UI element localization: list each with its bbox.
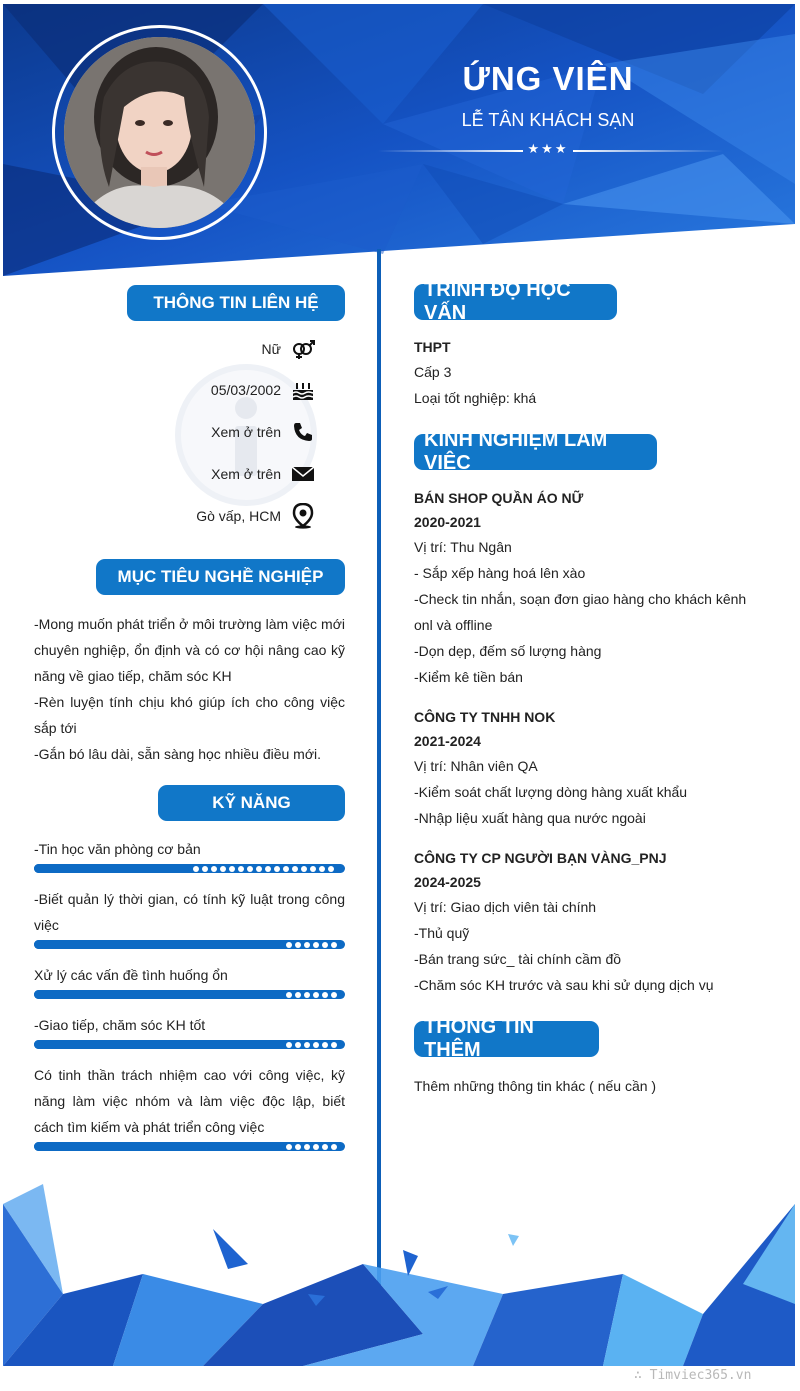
job-details bbox=[414, 534, 749, 690]
contact-gender bbox=[262, 336, 315, 362]
skill-remaining-dots bbox=[283, 1042, 337, 1048]
objective-line: -Rèn luyện tính chịu khó giúp ích cho công việc sắp tới bbox=[34, 694, 345, 736]
envelope-icon bbox=[291, 462, 315, 486]
job-line: Vị trí: Nhân viên QA bbox=[414, 758, 538, 774]
footer-background bbox=[3, 1184, 795, 1366]
skill-remaining-dots bbox=[190, 866, 334, 872]
contact-birthday bbox=[211, 377, 315, 403]
extra-section-title: THÔNG TIN THÊM bbox=[414, 1021, 599, 1057]
skill-label: -Biết quản lý thời gian, có tính kỹ luật trong công việc bbox=[34, 891, 345, 933]
job-line: -Check tin nhắn, soạn đơn giao hàng cho khách kênh onl và offline bbox=[414, 591, 747, 633]
phone-icon bbox=[291, 420, 315, 444]
job-details bbox=[414, 894, 764, 998]
skill-level-fill bbox=[34, 1142, 283, 1151]
skill-level-fill bbox=[34, 864, 190, 873]
job-period: 2020-2021 bbox=[414, 514, 481, 530]
job-line: - Sắp xếp hàng hoá lên xào bbox=[414, 565, 586, 581]
birthday-text: 05/03/2002 bbox=[210, 382, 281, 398]
extra-text: Thêm những thông tin khác ( nếu cần ) bbox=[414, 1078, 657, 1094]
job-line: Vị trí: Thu Ngân bbox=[414, 539, 512, 555]
header-stars: ★★★ bbox=[527, 141, 569, 156]
job-line: -Kiểm soát chất lượng dòng hàng xuất khẩu bbox=[414, 784, 688, 800]
job-line: -Chăm sóc KH trước và sau khi sử dụng dịch vụ bbox=[414, 977, 714, 993]
skill-bar bbox=[34, 864, 345, 873]
skill-level-fill bbox=[34, 1040, 283, 1049]
experience-section-title: KINH NGHIỆM LÀM VIỆC bbox=[414, 434, 657, 470]
job-company: CÔNG TY TNHH NOK bbox=[414, 709, 556, 725]
cv-page bbox=[3, 4, 795, 1366]
skill-bar bbox=[34, 1142, 345, 1151]
email-text: Xem ở trên bbox=[211, 466, 281, 482]
location-pin-icon bbox=[291, 504, 315, 528]
skill-remaining-dots bbox=[283, 992, 337, 998]
objective-text bbox=[34, 611, 345, 767]
skill-bar bbox=[34, 990, 345, 999]
skill-bar bbox=[34, 940, 345, 949]
job-line: -Kiểm kê tiền bán bbox=[414, 669, 523, 685]
birthday-cake-icon bbox=[291, 378, 315, 402]
header-divider-left bbox=[378, 150, 523, 152]
job-line: -Bán trang sức_ tài chính cầm đồ bbox=[414, 951, 622, 967]
job-details bbox=[414, 753, 764, 831]
job-company: BÁN SHOP QUẦN ÁO NỮ bbox=[414, 490, 584, 506]
contact-section-title: THÔNG TIN LIÊN HỆ bbox=[127, 285, 345, 321]
skill-level-fill bbox=[34, 940, 283, 949]
skill-label: -Giao tiếp, chăm sóc KH tốt bbox=[34, 1017, 206, 1033]
education-grade: Loại tốt nghiệp: khá bbox=[414, 390, 537, 406]
job-period: 2024-2025 bbox=[414, 874, 481, 890]
contact-email bbox=[211, 461, 315, 487]
skill-level-fill bbox=[34, 990, 283, 999]
job-line: -Thủ quỹ bbox=[414, 925, 470, 941]
profile-photo bbox=[64, 37, 255, 228]
skill-label: -Tin học văn phòng cơ bản bbox=[34, 841, 201, 857]
contact-address bbox=[196, 503, 315, 529]
job-company: CÔNG TY CP NGƯỜI BẠN VÀNG_PNJ bbox=[414, 850, 667, 866]
skills-section-title: KỸ NĂNG bbox=[158, 785, 345, 821]
job-line: -Dọn dẹp, đếm số lượng hàng bbox=[414, 643, 602, 659]
education-section-title: TRÌNH ĐỘ HỌC VẤN bbox=[414, 284, 617, 320]
gender-text: Nữ bbox=[261, 341, 281, 357]
site-credit: ∴ Timviec365.vn bbox=[634, 1368, 752, 1383]
job-line: -Nhập liệu xuất hàng qua nước ngoài bbox=[414, 810, 646, 826]
skill-bar bbox=[34, 1040, 345, 1049]
objective-line: -Mong muốn phát triển ở môi trường làm việc mới chuyên nghiệp, ổn định và có cơ hội nâng cao kỹ năng về giao tiếp, chăm sóc KH bbox=[34, 616, 345, 684]
skill-label: Xử lý các vấn đề tình huống ổn bbox=[34, 967, 228, 983]
education-school: THPT bbox=[414, 339, 451, 355]
phone-text: Xem ở trên bbox=[211, 424, 281, 440]
job-period: 2021-2024 bbox=[414, 733, 481, 749]
header-divider-right bbox=[573, 150, 723, 152]
address-text: Gò vấp, HCM bbox=[196, 508, 281, 524]
column-divider bbox=[377, 249, 381, 1319]
contact-phone bbox=[211, 419, 315, 445]
candidate-name: ỨNG VIÊN bbox=[462, 60, 634, 97]
education-level: Cấp 3 bbox=[414, 364, 452, 380]
job-line: Vị trí: Giao dịch viên tài chính bbox=[414, 899, 597, 915]
objective-line: -Gắn bó lâu dài, sẵn sàng học nhiều điều mới. bbox=[34, 746, 322, 762]
skill-remaining-dots bbox=[283, 942, 337, 948]
objective-section-title: MỤC TIÊU NGHỀ NGHIỆP bbox=[96, 559, 345, 595]
job-position: LỄ TÂN KHÁCH SẠN bbox=[461, 110, 635, 130]
gender-icon bbox=[291, 337, 315, 361]
skill-label: Có tinh thần trách nhiệm cao với công việc, kỹ năng làm việc nhóm và làm việc độc lập, biết cách tìm kiếm và phát triển công việc bbox=[34, 1067, 345, 1135]
skill-remaining-dots bbox=[283, 1144, 337, 1150]
